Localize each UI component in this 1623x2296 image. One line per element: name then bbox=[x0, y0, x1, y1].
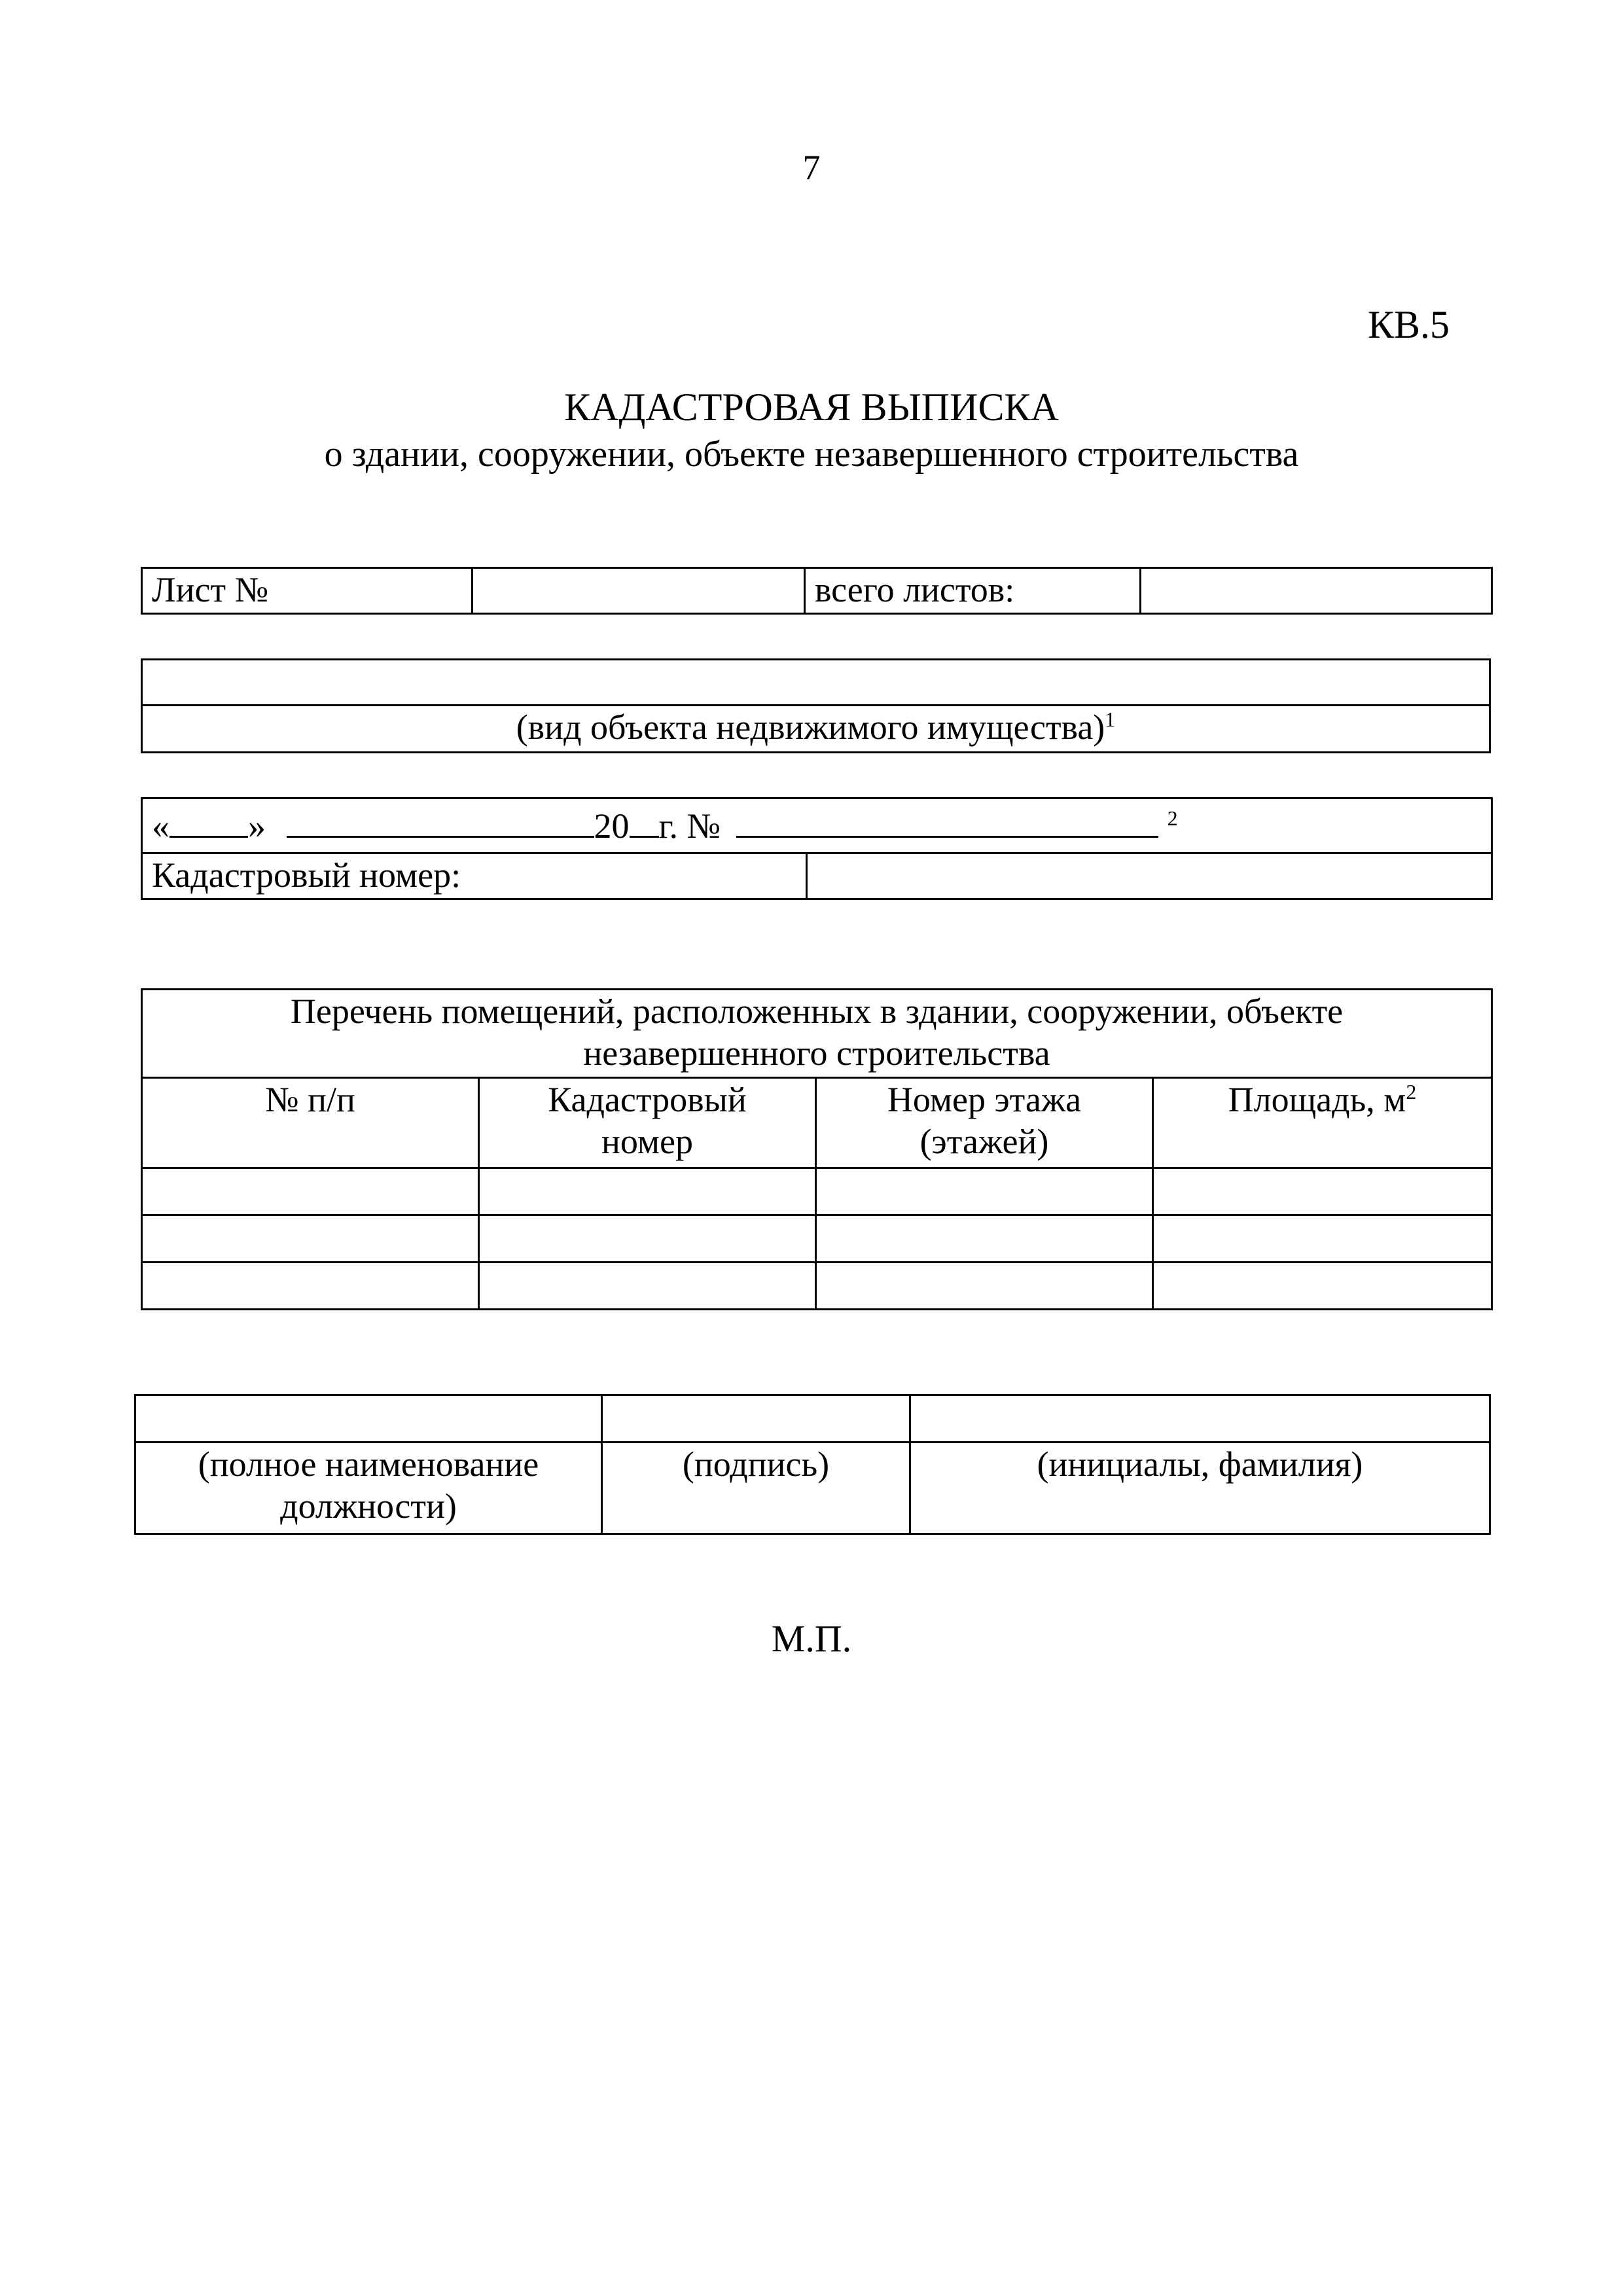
footnote-1-marker: 1 bbox=[1105, 708, 1116, 731]
area-header-label: Площадь, м bbox=[1228, 1080, 1406, 1119]
stamp-placeholder: М.П. bbox=[771, 1617, 852, 1660]
form-code: КВ.5 bbox=[1368, 303, 1450, 346]
footnote-2-marker: 2 bbox=[1167, 806, 1178, 830]
column-header-floor: Номер этажа (этажей) bbox=[816, 1078, 1153, 1168]
date-line-cell bbox=[142, 798, 1492, 853]
month-field[interactable] bbox=[287, 803, 594, 838]
position-caption: (полное наименование должности) bbox=[135, 1443, 602, 1534]
table-cell[interactable] bbox=[1153, 1263, 1492, 1310]
day-field[interactable] bbox=[169, 803, 248, 838]
table-cell[interactable] bbox=[1153, 1168, 1492, 1215]
page-number: 7 bbox=[802, 148, 821, 187]
signature-caption: (подпись) bbox=[602, 1443, 910, 1534]
table-cell[interactable] bbox=[479, 1263, 816, 1310]
column-header-cadastral: Кадастровый номер bbox=[479, 1078, 816, 1168]
sheet-table bbox=[141, 567, 1493, 615]
document-number-field[interactable] bbox=[736, 803, 1158, 838]
open-quote: « bbox=[152, 806, 169, 846]
sheet-number-label: Лист № bbox=[142, 568, 473, 614]
total-sheets-field[interactable] bbox=[1141, 568, 1492, 614]
object-type-field[interactable] bbox=[142, 660, 1490, 706]
position-field[interactable] bbox=[135, 1395, 602, 1443]
close-quote: » bbox=[248, 806, 266, 846]
cadastral-number-label: Кадастровый номер: bbox=[142, 853, 807, 899]
column-header-number: № п/п bbox=[142, 1078, 479, 1168]
object-type-caption: (вид объекта недвижимого имущества) bbox=[516, 708, 1105, 747]
name-field[interactable] bbox=[910, 1395, 1490, 1443]
sheet-number-field[interactable] bbox=[473, 568, 805, 614]
premises-heading: Перечень помещений, расположенных в здании, сооружении, объекте незавершенного строительства bbox=[142, 990, 1492, 1078]
signature-field[interactable] bbox=[602, 1395, 910, 1443]
cadastral-number-field[interactable] bbox=[807, 853, 1492, 899]
table-row bbox=[142, 1263, 1492, 1310]
table-cell[interactable] bbox=[479, 1215, 816, 1263]
table-row bbox=[142, 1168, 1492, 1215]
column-header-area bbox=[1153, 1078, 1492, 1168]
year-field[interactable] bbox=[630, 803, 659, 838]
table-cell[interactable] bbox=[479, 1168, 816, 1215]
document-title: КАДАСТРОВАЯ ВЫПИСКА bbox=[564, 386, 1059, 429]
object-type-caption-cell bbox=[142, 706, 1490, 753]
table-cell[interactable] bbox=[816, 1168, 1153, 1215]
table-cell[interactable] bbox=[142, 1168, 479, 1215]
signature-table bbox=[134, 1394, 1491, 1535]
table-row bbox=[142, 1215, 1492, 1263]
total-sheets-label: всего листов: bbox=[805, 568, 1141, 614]
premises-table bbox=[141, 988, 1493, 1310]
document-subtitle: о здании, сооружении, объекте незавершенного строительства bbox=[324, 434, 1299, 475]
date-cadastral-table bbox=[141, 797, 1493, 900]
table-cell[interactable] bbox=[816, 1263, 1153, 1310]
table-cell[interactable] bbox=[816, 1215, 1153, 1263]
area-unit-superscript: 2 bbox=[1406, 1080, 1417, 1103]
table-cell[interactable] bbox=[142, 1215, 479, 1263]
object-type-table bbox=[141, 658, 1491, 753]
table-cell[interactable] bbox=[142, 1263, 479, 1310]
year-suffix: г. № bbox=[658, 806, 721, 846]
table-cell[interactable] bbox=[1153, 1215, 1492, 1263]
year-prefix: 20 bbox=[594, 806, 630, 846]
name-caption: (инициалы, фамилия) bbox=[910, 1443, 1490, 1534]
